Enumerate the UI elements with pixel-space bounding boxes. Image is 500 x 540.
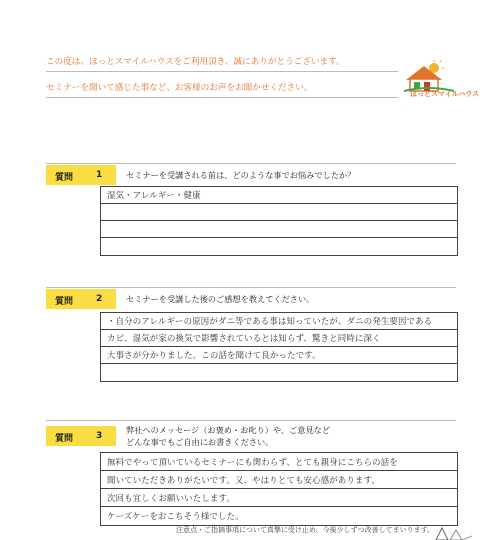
intro-rule-1 bbox=[46, 71, 398, 72]
answer-1-line-1 bbox=[101, 187, 457, 204]
answer-3-line-3: 次回も宜しくお願いいたします。 bbox=[101, 489, 457, 507]
question-1-text: セミナーを受講される前は、どのような事でお悩みでしたか？ bbox=[126, 170, 356, 180]
footer-note: 注意点・ご指摘事項について真摯に受け止め、今後少しずつ改善してまいります。 bbox=[176, 526, 435, 534]
answer-2-line-1: ・自分のアレルギーの原因がダニ等である事は知っていたが、ダニの発生要因である bbox=[101, 313, 457, 330]
intro-line-1: この度は、ほっとスマイルハウスをご利用頂き、誠にありがとうございます。 bbox=[46, 57, 345, 67]
answer-1-line-1-text: 湿気・アレルギー・健康 bbox=[107, 190, 201, 200]
question-2-label-box bbox=[46, 289, 116, 309]
question-1-header bbox=[46, 165, 456, 185]
intro-line-2: セミナーを聞いて感じた事など、お客様のお声をお聞かせください。 bbox=[46, 83, 313, 93]
section-3-rule bbox=[46, 420, 456, 421]
answer-3-line-2: 聞いていただきありがたいです。又、やはりとても安心感があります。 bbox=[101, 471, 457, 489]
answer-2-line-4 bbox=[101, 364, 457, 381]
question-3-number: 3 bbox=[96, 431, 103, 441]
question-2-answer-box bbox=[100, 312, 458, 382]
question-2-number: 2 bbox=[96, 294, 103, 304]
question-3-answer-box bbox=[100, 452, 458, 526]
answer-2-line-2: カビ、湿気が家の換気で影響されているとは知らず、驚きと同時に深く bbox=[101, 330, 457, 347]
question-3-label: 質問 bbox=[55, 434, 74, 444]
section-1-rule bbox=[46, 163, 456, 164]
question-1-label-box bbox=[46, 165, 116, 185]
question-3-header bbox=[46, 424, 456, 450]
question-2-text: セミナーを受講した後のご感想を教えてください。 bbox=[126, 294, 315, 304]
question-1-answer-box bbox=[100, 186, 458, 256]
question-2-header bbox=[46, 289, 456, 309]
section-2-rule bbox=[46, 287, 456, 288]
answer-1-line-3 bbox=[101, 221, 457, 238]
question-2-label: 質問 bbox=[55, 297, 74, 307]
corner-decoration-icon bbox=[432, 526, 472, 540]
answer-1-line-2 bbox=[101, 204, 457, 221]
question-3-label-box bbox=[46, 426, 116, 446]
answer-3-line-1: 無料でやって頂いているセミナーにも関わらず、とても親身にこちらの話を bbox=[101, 453, 457, 471]
logo-text: ほっとスマイルハウス bbox=[410, 90, 480, 98]
answer-1-line-4 bbox=[101, 238, 457, 255]
intro-rule-2 bbox=[46, 97, 398, 98]
question-3-text-line-2: どんな事でもご自由にお書きください。 bbox=[126, 437, 274, 447]
answer-3-line-4: ケーズケーをおこちそう様でした。 bbox=[107, 511, 244, 521]
question-3-text: 弊社へのメッセージ（お褒め・お叱り）や、ご意見など bbox=[126, 425, 331, 435]
question-1-number: 1 bbox=[96, 170, 103, 180]
answer-2-line-3: 大事さが分かりました。この話を聞けて良かったです。 bbox=[101, 347, 457, 364]
question-1-label: 質問 bbox=[55, 173, 74, 183]
